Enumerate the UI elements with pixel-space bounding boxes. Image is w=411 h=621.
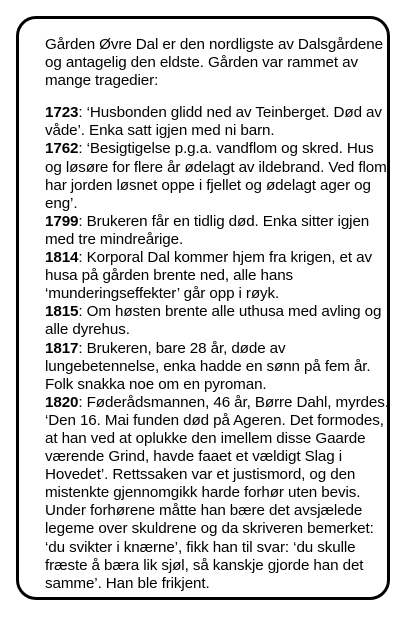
entry-1762 [45, 140, 390, 212]
entry-text: : ‘Husbonden glidd ned av Teinberget. Død av våde’. Enka satt igjen med ni barn. [45, 104, 382, 140]
text-box-content [45, 36, 390, 593]
entry-1817 [45, 340, 390, 394]
entry-1814 [45, 249, 390, 303]
entry-1723 [45, 104, 390, 140]
entry-text: : ‘Besigtigelse p.g.a. vandflom og skred. Hus og løsøre for flere år ødelagt av ildebrand. Ved flom har jorden løsnet oppe i fjellet og ødelagt ager og eng’. [45, 140, 387, 212]
entry-year: 1820 [45, 393, 79, 411]
entry-year: 1815 [45, 303, 79, 321]
intro-paragraph: Gården Øvre Dal er den nordligste av Dalsgårdene og antagelig den eldste. Gården var rammet av mange tragedier: [45, 36, 383, 90]
entry-text: : Om høsten brente alle uthusa med avling og alle dyrehus. [45, 303, 382, 339]
entry-text: : Korporal Dal kommer hjem fra krigen, et av husa på gården brente ned, alle hans ‘munderingseffekter’ går opp i røyk. [45, 249, 372, 303]
entry-1799 [45, 213, 390, 249]
entry-text: : Føderådsmannen, 46 år, Børre Dahl, myrdes. ‘Den 16. Mai funden død på Ageren. Det formodes, at han ved at oplukke den imellem disse Gaarde værende Grind, havde faaet et vældigt Slag i Hovedet’. Rettssaken var et justismord, og den mistenkte gjennomgikk harde forhør uten bevis. Under forhørene måtte han bære det avsjælede legeme over skuldrene og da skriveren bemerket: ‘du svikter i knærne’, fikk han til svar: ‘du skulle fræste å bæra lik sjøl, så kanskje gjorde han det samme’. Han ble frikjent. [45, 393, 389, 592]
entry-year: 1799 [45, 212, 79, 230]
entry-year: 1723 [45, 104, 79, 122]
entry-text: : Brukeren får en tidlig død. Enka sitter igjen med tre mindreårige. [45, 212, 370, 248]
entry-1815 [45, 303, 390, 339]
entry-text: : Brukeren, bare 28 år, døde av lungebetennelse, enka hadde en sønn på fem år. Folk snakka noe om en pyroman. [45, 339, 371, 393]
entry-year: 1817 [45, 339, 79, 357]
entry-1820 [45, 394, 390, 593]
entry-year: 1762 [45, 140, 79, 158]
entry-year: 1814 [45, 249, 79, 267]
